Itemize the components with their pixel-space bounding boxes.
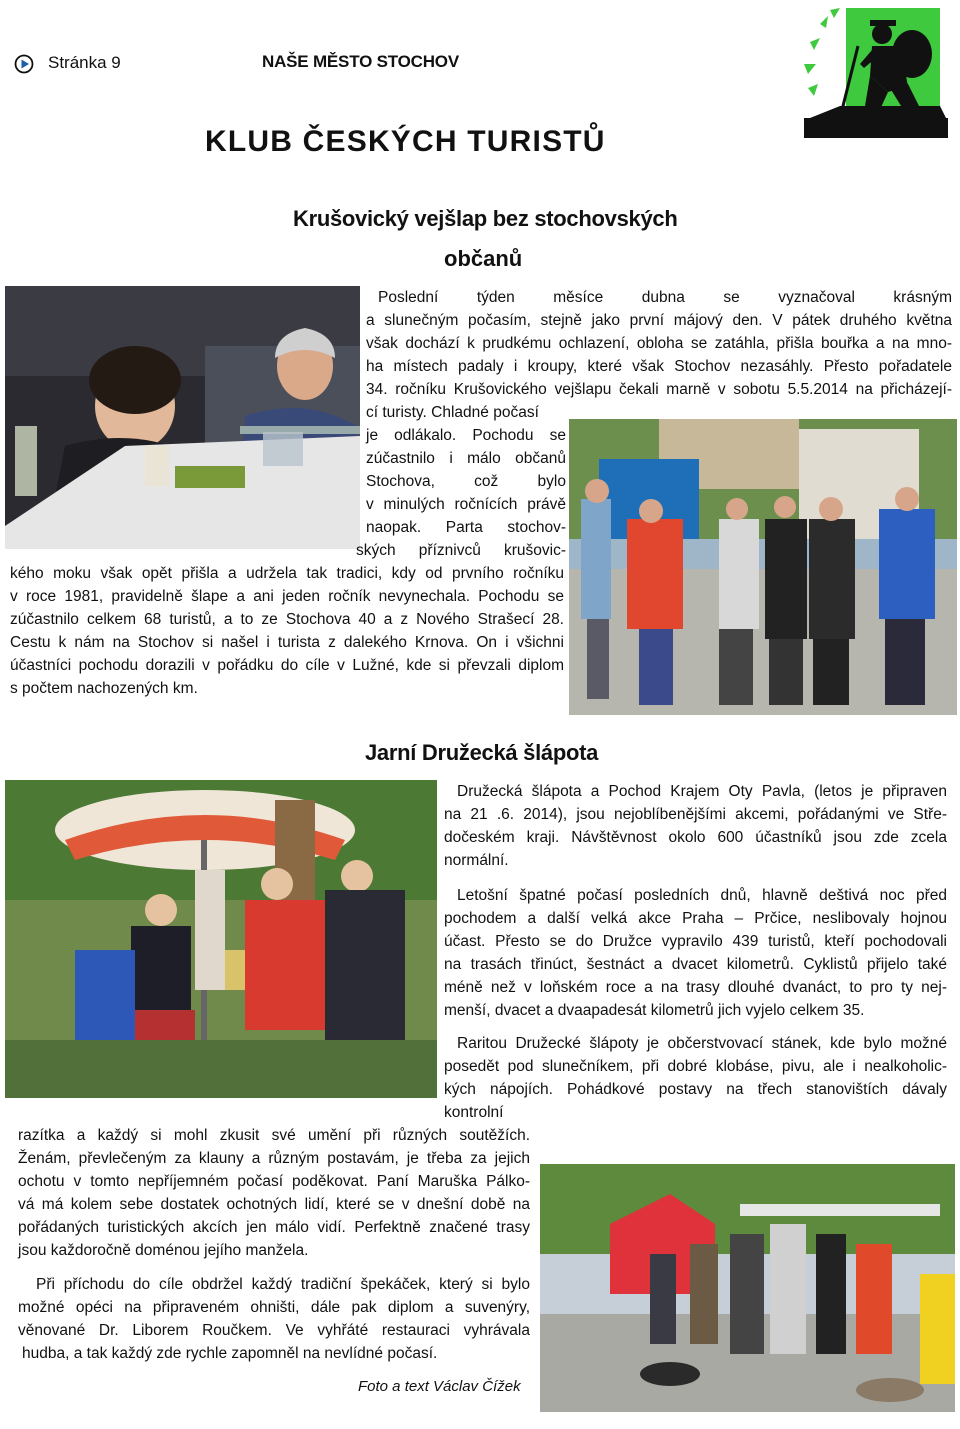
article1-title-line1: Krušovický vejšlap bez stochovských [293,206,678,231]
a2-line: razítka a každý si mohl zkusit své umění při různých soutěžích. [18,1127,530,1144]
a2-line: hudba, a tak každý zde rychle zapomněl na nevlídné počasí. [22,1345,438,1362]
a1-line: v roce 1981, pravidelně šlape a ani jeden ročník nevynechala. Pochodu se [10,588,564,605]
a1-line: je odlákalo. Pochodu se [366,427,566,444]
a2-line: Družecká šlápota a Pochod Krajem Oty Pavla, (letos je připraven [457,783,947,800]
page-number: Stránka 9 [48,53,121,72]
a2-line: věnované Dr. Liborem Roučkem. Ve vyhřáté restauraci vyhrávala [18,1322,530,1339]
a2-line: účast. Přesto se do Družce vypravilo 439 turistů, kteří pochodovali [444,933,947,950]
a2-line: méně než v loňském roce a na trasy dlouhé dvanáct, to pro ty nej- [444,979,947,996]
a1-line: 34. ročníku Krušovického vejšlapu čekali marně v sobotu 5.5.2014 na přicházejí- [366,381,952,398]
a2-line: kontrolní [444,1104,504,1121]
a1-line: ských příznivců krušovic- [356,542,566,559]
a1-line: s počtem nachozených km. [10,680,198,697]
a1-line: cí turisty. Chladné počasí [366,404,539,421]
magazine-title: NAŠE MĚSTO STOCHOV [262,52,459,71]
a2-line: menší, dvacet a dvaapadesát kilometrů jich vyjelo celkem 35. [444,1002,865,1019]
article1-title-line2: občanů [444,246,523,271]
a1-line: Poslední týden měsíce dubna se vyznačoval krásným [378,289,952,306]
a2-line: dočeském kraji. Návštěvnost okolo 600 účastníků jsou zde zcela [444,829,947,846]
a1-line: kého moku však opět přišla a udržela tak tradici, kdy od prvního ročníku [10,565,564,582]
a2-line: kých nápojích. Pohádkové postavy na třech stanovištích dávaly [444,1081,947,1098]
a2-line: pochodem a další velká akce Praha – Prčice, neslibovaly hojnou [444,910,947,927]
a2-line: normální. [444,852,509,869]
a2-line: Letošní špatné počasí posledních dnů, hlavně deštivá noc před [457,887,947,904]
a1-line: však dochází k prudkému ochlazení, obloha se zatáhla, přišla bouřka a na mno- [366,335,952,352]
a2-line: pořádaných turistických akcích jen málo vidí. Perfektně značené trasy [18,1219,530,1236]
photo-refreshment-stand [5,780,437,1098]
section-title: KLUB ČESKÝCH TURISTŮ [205,125,606,158]
play-circle-icon [14,54,34,74]
photo-registration-table [5,286,360,549]
a1-line: v minulých ročnících právě [366,496,566,513]
photo-credit: Foto a text Václav Čížek [358,1378,521,1395]
a1-line: zúčastnilo celkem 68 turistů, a to ze Stochova 40 a z Nového Strašecí 28. [10,611,564,628]
a1-line: naopak. Parta stochov- [366,519,566,536]
a2-line: vá má kolem sebe dostatek ochotných lidí, které se v dnešní době na [18,1196,530,1213]
a1-line: zúčastnilo i málo občanů [366,450,566,467]
a2-line: posedět pod slunečníkem, při dobré klobáse, pivu, ale i nealkoholic- [444,1058,947,1075]
a2-line: jsou každoročně doménou jejího manžela. [18,1242,309,1259]
a1-line: a slunečným počasím, stejně jako první májový den. V pátek druhého května [366,312,952,329]
a2-line: na 21 .6. 2014), jsou nejoblíbenějšími akcemi, pořádanými ve Stře- [444,806,947,823]
a2-line: Při příchodu do cíle obdržel každý tradiční špekáček, který si bylo [36,1276,530,1293]
a1-line: ha místech padaly i kroupy, které však Stochov nezasáhly. Přesto pořadatele [366,358,952,375]
photo-finish-crowd [540,1164,955,1412]
a2-line: Ženám, převlečeným za klauny a různým postavám, je třeba za jejich [18,1150,530,1167]
photo-hikers-handshake [569,419,957,715]
a2-line: ochotu v tomto nepříjemném počasí poděkovat. Paní Maruška Pálko- [18,1173,530,1190]
a1-line: Cestu k nám na Stochov si našel i turista z dalekého Krnova. On i všichni [10,634,564,651]
a2-line: Raritou Družecké šlápoty je občerstvovací stánek, kde bylo možné [457,1035,947,1052]
article2-title: Jarní Družecká šlápota [365,740,599,765]
a2-line: možné opéci na připraveném ohništi, dále pak diplom a suvenýry, [18,1299,530,1316]
hiker-logo-icon [800,6,952,141]
a1-line: účastníci pochodu dorazili v pořádku do cíle v Lužné, kde si převzali diplom [10,657,564,674]
a2-line: na trasách třinúct, šestnáct a dvacet kilometrů. Cyklistů přijelo také [444,956,947,973]
a1-line: Stochova, což bylo [366,473,566,490]
